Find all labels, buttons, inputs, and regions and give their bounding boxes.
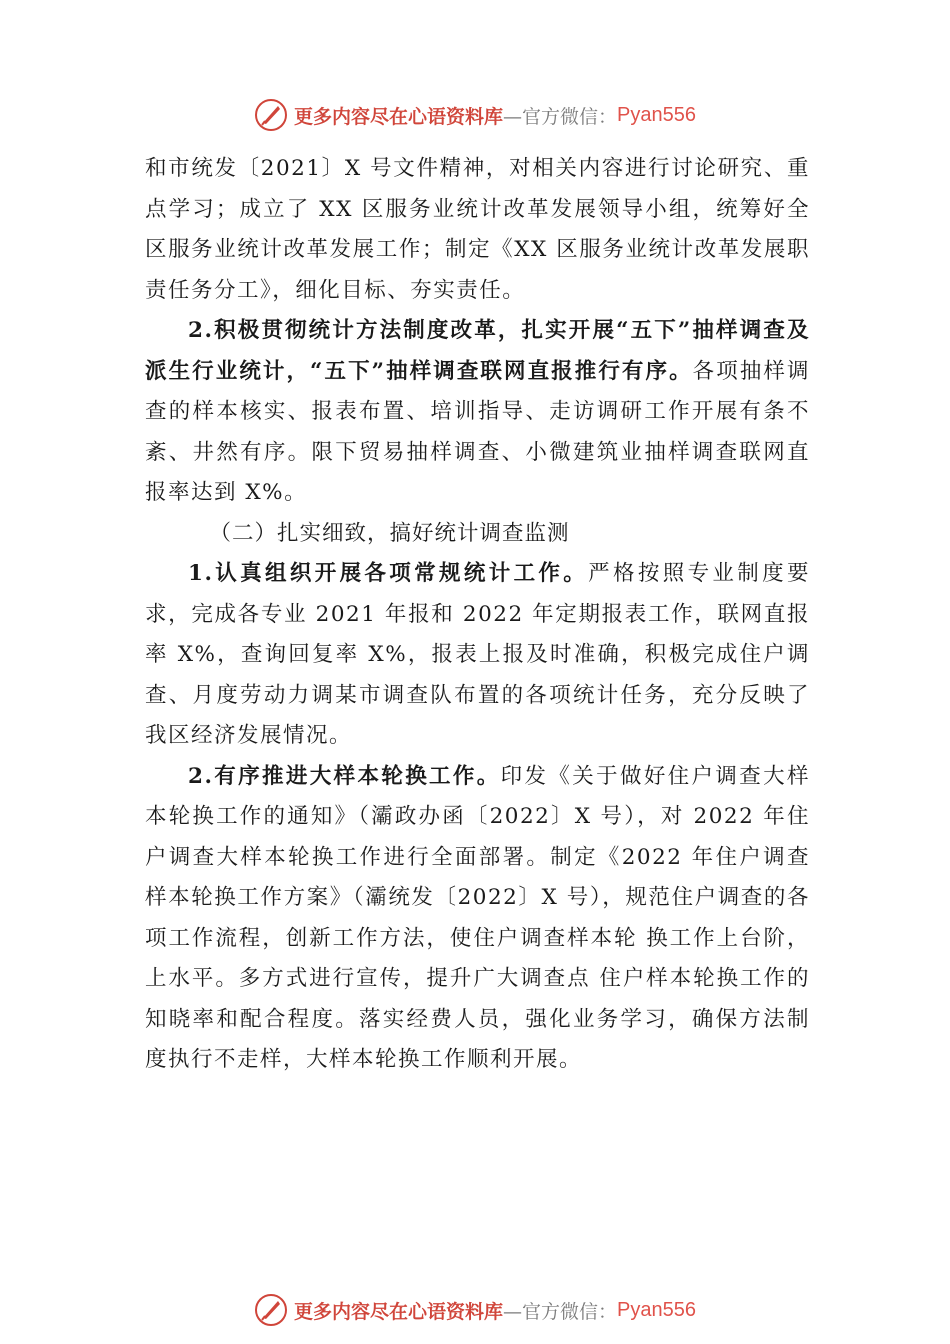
feather-pen-logo-icon (254, 1293, 288, 1327)
banner-wechat-id: Pyan556 (617, 103, 696, 126)
paragraph-2 (145, 311, 810, 514)
paragraph-1: 和市统发〔2021〕X 号文件精神，对相关内容进行讨论研究、重点学习；成立了 XX 区服务业统计改革发展领导小组，统筹好全区服务业统计改革发展工作；制定《XX 区服务业统计改革发展职责任务分工》，细化目标、夯实责任。 (145, 156, 810, 303)
header-banner (0, 95, 950, 135)
banner-title: 更多内容尽在心语资料库 (294, 105, 504, 128)
feather-pen-logo-icon (254, 98, 288, 132)
banner-separator: —官方微信： (503, 105, 618, 128)
section-subheading: （二）扎实细致，搞好统计调查监测 (209, 520, 570, 546)
paragraph-3-heading: 1.认真组织开展各项常规统计工作。 (188, 561, 589, 586)
banner-wechat-id: Pyan556 (617, 1298, 696, 1321)
footer-banner (0, 1290, 950, 1330)
banner-title: 更多内容尽在心语资料库 (294, 1300, 504, 1323)
paragraph-3-text: 严格按照专业制度要求，完成各专业 2021 年报和 2022 年定期报表工作，联网直报率 X%，查询回复率 X%，报表上报及时准确，积极完成住户调查、月度劳动力调某市调查队布置的各项统计任务，充分反映了我区经济发展情况。 (145, 561, 810, 748)
paragraph-2-text: 各项抽样调查的样本核实、报表布置、培训指导、走访调研工作开展有条不紊、井然有序。限下贸易抽样调查、小微建筑业抽样调查联网直报率达到 X%。 (145, 358, 810, 505)
document-body (145, 149, 810, 1081)
paragraph-3 (145, 554, 810, 757)
paragraph-4-heading: 2.有序推进大样本轮换工作。 (188, 763, 501, 789)
paragraph-2-heading: 2.积极贯彻统计方法制度改革，扎实开展“五下”抽样调查及派生行业统计，“五下”抽样调查联网直报推行有序。 (145, 318, 810, 384)
banner-separator: —官方微信： (503, 1300, 618, 1323)
paragraph-4-text: 印发《关于做好住户调查大样本轮换工作的通知》（灞政办函〔2022〕X 号），对 2022 年住户调查大样本轮换工作进行全面部署。制定《2022 年住户调查样本轮换工作方案》（灞统发〔2022〕X 号），规范住户调查的各项工作流程，创新工作方法，使住户调查样本轮 换工作上台阶，上水平。多方式进行宣传，提升广大调查点 住户样本轮换工作的知晓率和配合程度。落实经费人员，强化业务学习，确保方法制度执行不走样，大样本轮换工作顺利开展。 (145, 763, 810, 1072)
paragraph-4 (145, 757, 810, 1081)
